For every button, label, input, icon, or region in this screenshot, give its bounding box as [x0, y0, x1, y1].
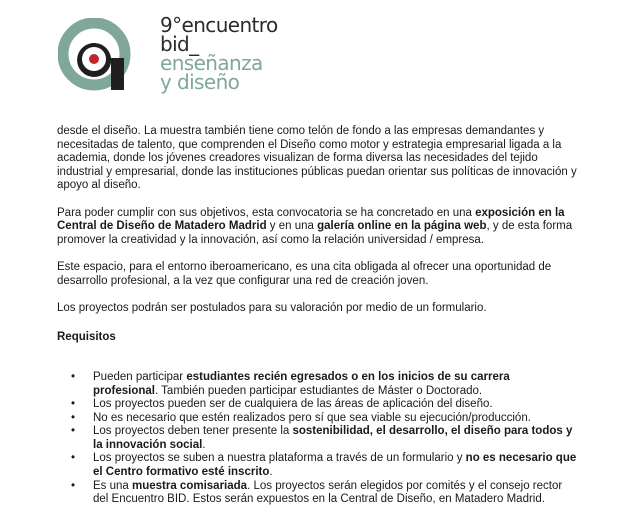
- requisitos-list: [57, 371, 577, 507]
- text: Los proyectos se suben a nuestra plataforma a través de un formulario y: [93, 452, 466, 465]
- list-item: • Los proyectos pueden ser de cualquiera de las áreas de aplicación del diseño.: [93, 398, 577, 412]
- text: y en una: [266, 220, 318, 233]
- paragraph-formulario: Los proyectos podrán ser postulados para su valoración por medio de un formulario.: [57, 301, 487, 314]
- document-body: [57, 125, 577, 507]
- text: . También pueden participar estudiantes de Máster o Doctorado.: [154, 384, 483, 397]
- bid-logo-icon: [58, 18, 132, 92]
- paragraph-objetivos: [57, 207, 577, 248]
- logo-wordmark: [160, 13, 278, 94]
- text: Para poder cumplir con sus objetivos, esta convocatoria se ha concretado en una: [57, 206, 476, 219]
- logo-line-ensenanza: enseñanza: [160, 51, 263, 75]
- logo-line-bid: bid_: [160, 32, 199, 56]
- paragraph-espacio: Este espacio, para el entorno iberoamericano, es una cita obligada al ofrecer una oportunidad de desarrollo profesional, a la vez que configurar una red de creación joven.: [57, 260, 552, 287]
- paragraph-intro: desde el diseño. La muestra también tiene como telón de fondo a las empresas demandantes y necesitadas de talento, que comprenden el Diseño como motor y estrategia empresarial ligada a la academia, donde los jóvenes creadores visualizan de forma diversa las necesidades del tejido industrial y empresarial, donde las instituciones públicas puedan orientar sus políticas de innovación y apoyo al diseño.: [57, 125, 577, 192]
- text: Es una: [93, 479, 132, 492]
- list-item: [93, 425, 577, 452]
- text: Los proyectos deben tener presente la: [93, 425, 293, 438]
- logo-line-encuentro: 9°encuentro: [160, 13, 278, 37]
- logo-line-diseno: y diseño: [160, 70, 240, 94]
- text: Pueden participar: [93, 370, 187, 383]
- bold-text: exposición en la Central de Diseño de Matadero Madrid: [57, 206, 565, 233]
- list-item: [93, 452, 577, 479]
- bold-text: galería online en la página web: [317, 220, 487, 233]
- requisitos-heading: Requisitos: [57, 331, 116, 344]
- text: , y de esta forma promover la creatividad y la innovación, así como la relación universidad / empresa.: [57, 220, 573, 246]
- bold-text: muestra comisariada: [132, 479, 248, 492]
- bold-text: no es necesario que el Centro formativo esté inscrito: [93, 452, 577, 479]
- list-item: • No es necesario que estén realizados pero sí que sea viable su ejecución/producción.: [93, 412, 577, 426]
- list-item: [93, 480, 577, 507]
- bold-text: sostenibilidad, el desarrollo, el diseño para todos y la innovación social: [93, 425, 573, 451]
- list-item: [93, 371, 577, 398]
- text: .: [202, 438, 206, 451]
- text: . Los proyectos serán elegidos por comités y el consejo rector del Encuentro BID. Estos serán expuestos en la Central de Diseño, en Matadero Madrid.: [93, 479, 563, 506]
- bold-text: estudiantes recién egresados o en los inicios de su carrera profesional: [93, 370, 510, 397]
- text: .: [269, 466, 273, 479]
